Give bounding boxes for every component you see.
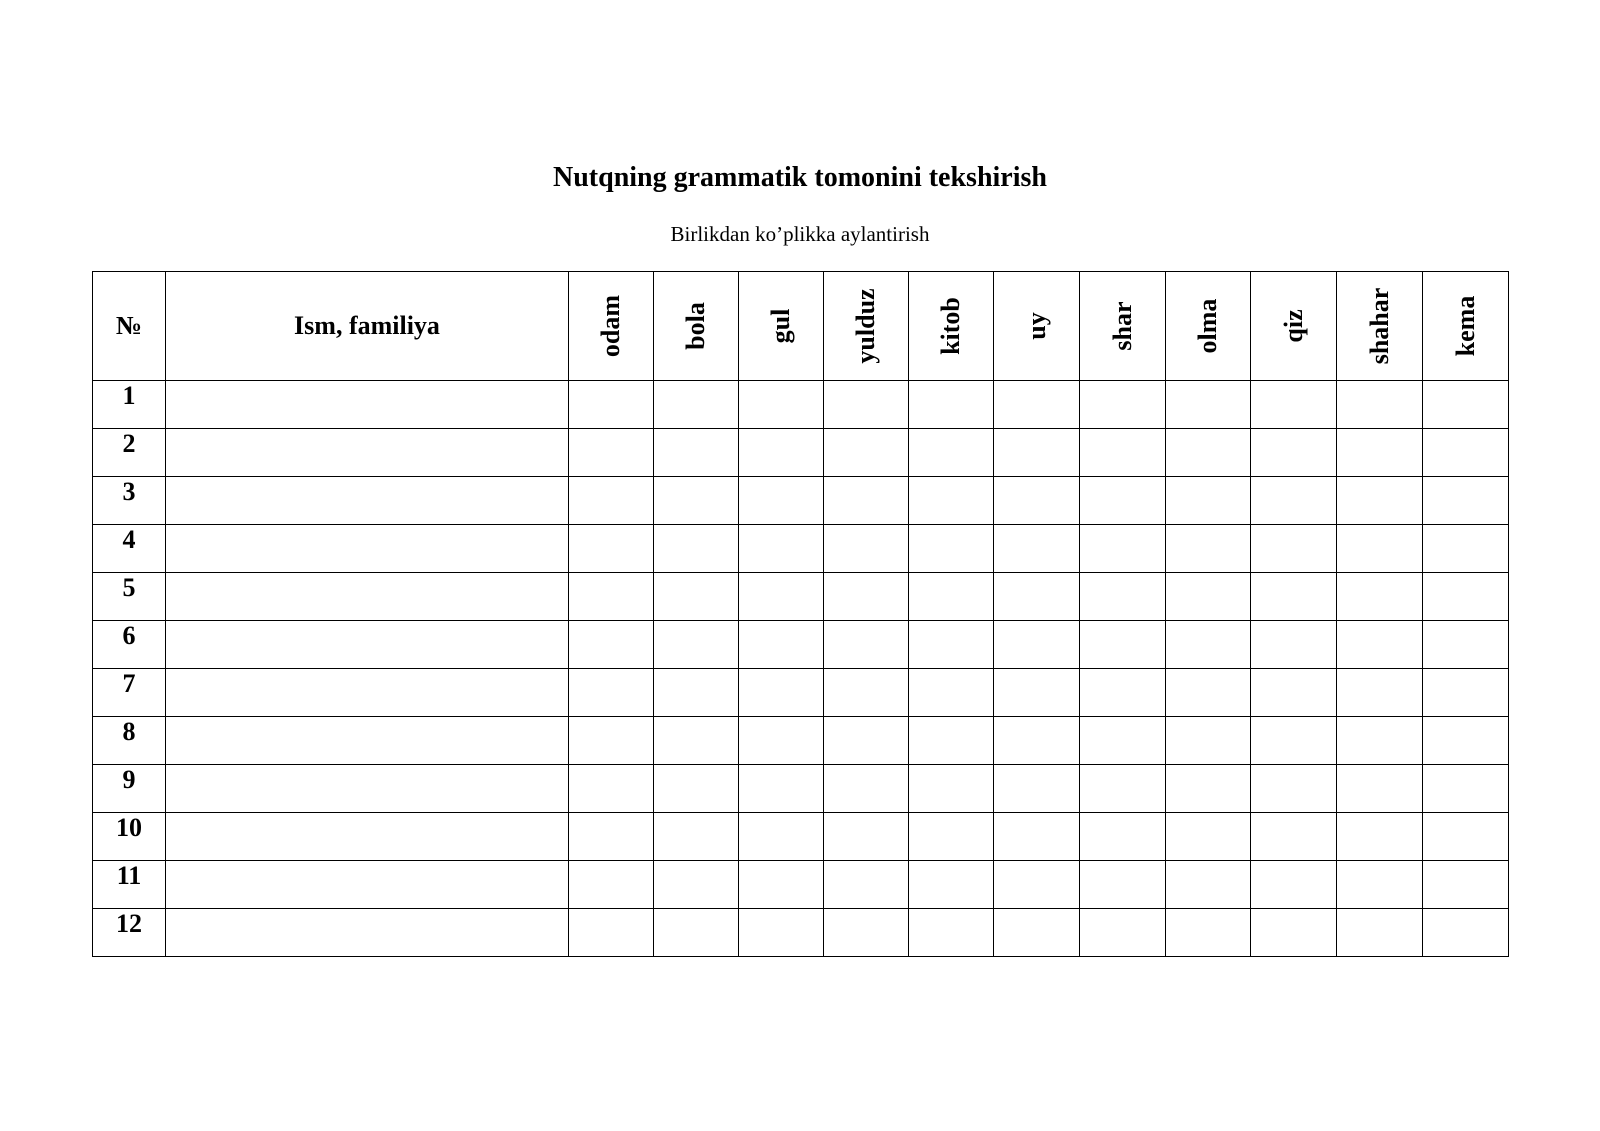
score-cell[interactable] bbox=[824, 573, 909, 621]
score-cell[interactable] bbox=[1423, 525, 1509, 573]
score-cell[interactable] bbox=[1423, 477, 1509, 525]
score-cell[interactable] bbox=[569, 909, 654, 957]
score-cell[interactable] bbox=[909, 621, 994, 669]
score-cell[interactable] bbox=[739, 429, 824, 477]
score-cell[interactable] bbox=[654, 861, 739, 909]
score-cell[interactable] bbox=[1337, 477, 1423, 525]
score-cell[interactable] bbox=[654, 573, 739, 621]
score-cell[interactable] bbox=[739, 861, 824, 909]
score-cell[interactable] bbox=[909, 477, 994, 525]
score-cell[interactable] bbox=[1423, 813, 1509, 861]
score-cell[interactable] bbox=[569, 861, 654, 909]
score-cell[interactable] bbox=[994, 573, 1080, 621]
score-cell[interactable] bbox=[1166, 909, 1251, 957]
row-number: 3 bbox=[93, 477, 166, 525]
word-header-label: bola bbox=[681, 302, 710, 350]
score-cell[interactable] bbox=[1251, 429, 1337, 477]
score-cell[interactable] bbox=[909, 573, 994, 621]
score-cell[interactable] bbox=[824, 717, 909, 765]
score-cell[interactable] bbox=[824, 765, 909, 813]
assessment-table bbox=[92, 271, 1509, 957]
score-cell[interactable] bbox=[909, 669, 994, 717]
row-number: 7 bbox=[93, 669, 166, 717]
score-cell[interactable] bbox=[1166, 765, 1251, 813]
table-row bbox=[93, 765, 1509, 813]
score-cell[interactable] bbox=[1423, 861, 1509, 909]
word-column-header bbox=[909, 272, 994, 381]
score-cell[interactable] bbox=[909, 429, 994, 477]
score-cell[interactable] bbox=[1080, 477, 1166, 525]
score-cell[interactable] bbox=[739, 813, 824, 861]
page-title: Nutqning grammatik tomonini tekshirish bbox=[553, 162, 1047, 193]
score-cell[interactable] bbox=[909, 909, 994, 957]
score-cell[interactable] bbox=[654, 381, 739, 429]
score-cell[interactable] bbox=[1423, 717, 1509, 765]
word-column-header bbox=[994, 272, 1080, 381]
table-row bbox=[93, 477, 1509, 525]
score-cell[interactable] bbox=[569, 765, 654, 813]
score-cell[interactable] bbox=[569, 525, 654, 573]
name-cell[interactable] bbox=[166, 717, 569, 765]
score-cell[interactable] bbox=[1337, 573, 1423, 621]
score-cell[interactable] bbox=[1166, 621, 1251, 669]
score-cell[interactable] bbox=[824, 861, 909, 909]
page-subtitle: Birlikdan ko’plikka aylantirish bbox=[670, 222, 930, 246]
score-cell[interactable] bbox=[909, 717, 994, 765]
score-cell[interactable] bbox=[1423, 429, 1509, 477]
row-number: 4 bbox=[93, 525, 166, 573]
name-cell[interactable] bbox=[166, 909, 569, 957]
word-header-label: shahar bbox=[1364, 287, 1394, 365]
score-cell[interactable] bbox=[1251, 573, 1337, 621]
score-cell[interactable] bbox=[994, 765, 1080, 813]
score-cell[interactable] bbox=[824, 525, 909, 573]
score-cell[interactable] bbox=[1251, 813, 1337, 861]
word-column-header bbox=[1423, 272, 1509, 381]
score-cell[interactable] bbox=[1251, 621, 1337, 669]
score-cell[interactable] bbox=[654, 765, 739, 813]
score-cell[interactable] bbox=[1337, 525, 1423, 573]
score-cell[interactable] bbox=[569, 717, 654, 765]
score-cell[interactable] bbox=[1166, 813, 1251, 861]
table-row bbox=[93, 525, 1509, 573]
score-cell[interactable] bbox=[1337, 381, 1423, 429]
word-header-label: kema bbox=[1450, 295, 1480, 357]
score-cell[interactable] bbox=[994, 525, 1080, 573]
name-cell[interactable] bbox=[166, 621, 569, 669]
score-cell[interactable] bbox=[1337, 813, 1423, 861]
score-cell[interactable] bbox=[569, 813, 654, 861]
score-cell[interactable] bbox=[994, 717, 1080, 765]
word-header-label: yulduz bbox=[851, 288, 880, 364]
row-number: 1 bbox=[93, 381, 166, 429]
score-cell[interactable] bbox=[824, 909, 909, 957]
word-column-header bbox=[739, 272, 824, 381]
score-cell[interactable] bbox=[654, 909, 739, 957]
table-row bbox=[93, 717, 1509, 765]
score-cell[interactable] bbox=[909, 525, 994, 573]
row-number: 8 bbox=[93, 717, 166, 765]
score-cell[interactable] bbox=[1423, 909, 1509, 957]
score-cell[interactable] bbox=[1080, 429, 1166, 477]
score-cell[interactable] bbox=[824, 381, 909, 429]
score-cell[interactable] bbox=[1337, 429, 1423, 477]
score-cell[interactable] bbox=[994, 621, 1080, 669]
word-header-label: shar bbox=[1107, 301, 1137, 351]
score-cell[interactable] bbox=[739, 909, 824, 957]
score-cell[interactable] bbox=[909, 381, 994, 429]
name-cell[interactable] bbox=[166, 429, 569, 477]
word-header-label: uy bbox=[1021, 312, 1051, 340]
score-cell[interactable] bbox=[1251, 909, 1337, 957]
score-cell[interactable] bbox=[1337, 669, 1423, 717]
row-number: 5 bbox=[93, 573, 166, 621]
score-cell[interactable] bbox=[994, 669, 1080, 717]
word-header-label: kitob bbox=[936, 297, 965, 355]
score-cell[interactable] bbox=[994, 429, 1080, 477]
word-column-header bbox=[1251, 272, 1337, 381]
score-cell[interactable] bbox=[739, 621, 824, 669]
score-cell[interactable] bbox=[994, 477, 1080, 525]
score-cell[interactable] bbox=[1423, 669, 1509, 717]
header-row bbox=[93, 272, 1509, 381]
score-cell[interactable] bbox=[1166, 381, 1251, 429]
score-cell[interactable] bbox=[1423, 621, 1509, 669]
score-cell[interactable] bbox=[994, 381, 1080, 429]
score-cell[interactable] bbox=[654, 525, 739, 573]
score-cell[interactable] bbox=[1423, 573, 1509, 621]
score-cell[interactable] bbox=[569, 669, 654, 717]
name-cell[interactable] bbox=[166, 813, 569, 861]
score-cell[interactable] bbox=[654, 477, 739, 525]
row-number: 9 bbox=[93, 765, 166, 813]
table-row bbox=[93, 621, 1509, 669]
score-cell[interactable] bbox=[824, 621, 909, 669]
score-cell[interactable] bbox=[1251, 717, 1337, 765]
score-cell[interactable] bbox=[1251, 381, 1337, 429]
word-header-label: qiz bbox=[1278, 309, 1308, 343]
score-cell[interactable] bbox=[739, 717, 824, 765]
score-cell[interactable] bbox=[739, 381, 824, 429]
score-cell[interactable] bbox=[569, 621, 654, 669]
score-cell[interactable] bbox=[1423, 765, 1509, 813]
name-cell[interactable] bbox=[166, 573, 569, 621]
score-cell[interactable] bbox=[909, 861, 994, 909]
score-cell[interactable] bbox=[1251, 525, 1337, 573]
score-cell[interactable] bbox=[654, 813, 739, 861]
score-cell[interactable] bbox=[654, 621, 739, 669]
score-cell[interactable] bbox=[1337, 765, 1423, 813]
score-cell[interactable] bbox=[1080, 525, 1166, 573]
word-header-label: gul bbox=[766, 308, 795, 344]
table-row bbox=[93, 669, 1509, 717]
score-cell[interactable] bbox=[909, 765, 994, 813]
name-cell[interactable] bbox=[166, 669, 569, 717]
score-cell[interactable] bbox=[1166, 573, 1251, 621]
name-cell[interactable] bbox=[166, 477, 569, 525]
score-cell[interactable] bbox=[1166, 477, 1251, 525]
score-cell[interactable] bbox=[1080, 765, 1166, 813]
score-cell[interactable] bbox=[1080, 813, 1166, 861]
row-number: 6 bbox=[93, 621, 166, 669]
row-number: 12 bbox=[93, 909, 166, 957]
score-cell[interactable] bbox=[1080, 621, 1166, 669]
score-cell[interactable] bbox=[1166, 525, 1251, 573]
score-cell[interactable] bbox=[569, 477, 654, 525]
score-cell[interactable] bbox=[824, 477, 909, 525]
score-cell[interactable] bbox=[909, 813, 994, 861]
name-cell[interactable] bbox=[166, 381, 569, 429]
score-cell[interactable] bbox=[994, 813, 1080, 861]
name-cell[interactable] bbox=[166, 765, 569, 813]
score-cell[interactable] bbox=[569, 429, 654, 477]
score-cell[interactable] bbox=[654, 717, 739, 765]
table-row bbox=[93, 429, 1509, 477]
score-cell[interactable] bbox=[1080, 669, 1166, 717]
table-row bbox=[93, 861, 1509, 909]
table-body bbox=[93, 381, 1509, 957]
score-cell[interactable] bbox=[654, 669, 739, 717]
score-cell[interactable] bbox=[1166, 429, 1251, 477]
score-cell[interactable] bbox=[1251, 477, 1337, 525]
score-cell[interactable] bbox=[824, 813, 909, 861]
score-cell[interactable] bbox=[1251, 861, 1337, 909]
name-column-header: Ism, familiya bbox=[166, 272, 569, 381]
name-cell[interactable] bbox=[166, 525, 569, 573]
score-cell[interactable] bbox=[739, 573, 824, 621]
score-cell[interactable] bbox=[1337, 861, 1423, 909]
score-cell[interactable] bbox=[1080, 861, 1166, 909]
score-cell[interactable] bbox=[569, 381, 654, 429]
word-column-header bbox=[1080, 272, 1166, 381]
row-number: 2 bbox=[93, 429, 166, 477]
score-cell[interactable] bbox=[994, 861, 1080, 909]
word-column-header bbox=[1166, 272, 1251, 381]
table-row bbox=[93, 813, 1509, 861]
word-header-label: odam bbox=[596, 294, 625, 358]
name-cell[interactable] bbox=[166, 861, 569, 909]
row-number: 11 bbox=[93, 861, 166, 909]
score-cell[interactable] bbox=[824, 429, 909, 477]
score-cell[interactable] bbox=[1166, 861, 1251, 909]
score-cell[interactable] bbox=[739, 525, 824, 573]
table-row bbox=[93, 381, 1509, 429]
table-row bbox=[93, 573, 1509, 621]
table-row bbox=[93, 909, 1509, 957]
score-cell[interactable] bbox=[1337, 717, 1423, 765]
score-cell[interactable] bbox=[1080, 717, 1166, 765]
score-cell[interactable] bbox=[994, 909, 1080, 957]
word-column-header bbox=[654, 272, 739, 381]
score-cell[interactable] bbox=[1423, 381, 1509, 429]
score-cell[interactable] bbox=[1080, 573, 1166, 621]
row-number: 10 bbox=[93, 813, 166, 861]
score-cell[interactable] bbox=[569, 573, 654, 621]
word-column-header bbox=[824, 272, 909, 381]
score-cell[interactable] bbox=[1337, 621, 1423, 669]
score-cell[interactable] bbox=[1337, 909, 1423, 957]
score-cell[interactable] bbox=[1080, 381, 1166, 429]
score-cell[interactable] bbox=[654, 429, 739, 477]
word-column-header bbox=[569, 272, 654, 381]
score-cell[interactable] bbox=[1166, 669, 1251, 717]
score-cell[interactable] bbox=[739, 477, 824, 525]
score-cell[interactable] bbox=[1251, 669, 1337, 717]
score-cell[interactable] bbox=[739, 765, 824, 813]
word-header-label: olma bbox=[1193, 298, 1222, 354]
number-column-header: № bbox=[93, 272, 166, 381]
score-cell[interactable] bbox=[1080, 909, 1166, 957]
score-cell[interactable] bbox=[739, 669, 824, 717]
score-cell[interactable] bbox=[1166, 717, 1251, 765]
word-column-header bbox=[1337, 272, 1423, 381]
score-cell[interactable] bbox=[1251, 765, 1337, 813]
score-cell[interactable] bbox=[824, 669, 909, 717]
